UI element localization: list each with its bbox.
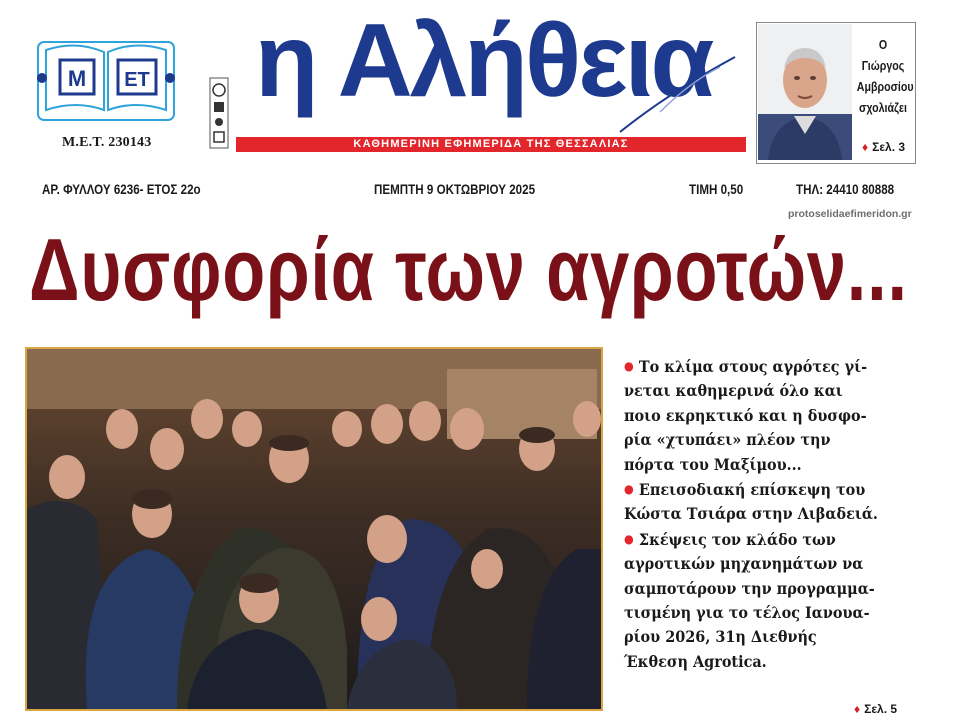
price: ΤΙΜΗ 0,50 bbox=[689, 182, 744, 197]
source-watermark: protoselidaefimeridon.gr bbox=[788, 208, 912, 220]
phone: ΤΗΛ: 24410 80888 bbox=[796, 182, 895, 197]
columnist-photo bbox=[758, 24, 852, 160]
issue-date: ΠΕΜΠΤΗ 9 ΟΚΤΩΒΡΙΟΥ 2025 bbox=[374, 182, 536, 197]
story-line: πόρτα του Μαξίμου... bbox=[624, 454, 802, 474]
crowd-photo-illustration bbox=[27, 349, 601, 709]
bullet-icon: ● bbox=[624, 482, 634, 497]
lead-photo bbox=[25, 347, 603, 711]
story-line: ρία «χτυπάει» πλέον την bbox=[624, 430, 831, 450]
masthead-tagline: ΚΑΘΗΜΕΡΙΝΗ ΕΦΗΜΕΡΙΔΑ ΤΗΣ ΘΕΣΣΑΛΙΑΣ bbox=[353, 138, 629, 150]
story-line: νεται καθημερινά όλο και bbox=[624, 381, 843, 401]
story-line: τισμένη για το τέλος Ιανουα- bbox=[624, 603, 870, 623]
story-page-ref bbox=[854, 702, 897, 716]
met-logo bbox=[36, 36, 176, 128]
main-headline: Δυσφορία των αγροτών... bbox=[29, 220, 908, 319]
story-line: ποιο εκρηκτικό και η δυσφο- bbox=[624, 405, 867, 425]
met-logo-right: ET bbox=[124, 69, 150, 91]
story-line: Έκθεση Agrotica. bbox=[624, 651, 767, 671]
story-text bbox=[624, 354, 924, 674]
bullet-icon: ● bbox=[624, 359, 634, 373]
columnist-page-ref bbox=[862, 140, 905, 154]
story-page-ref-text: Σελ. 5 bbox=[864, 702, 898, 716]
story-line: ● Επεισοδιακή επίσκεψη του bbox=[624, 477, 903, 502]
columnist-line: Αμβροσίου bbox=[856, 79, 914, 94]
columnist-line: Ο Γιώργος bbox=[861, 37, 905, 73]
story-line: σαμποτάρουν την προγραμμα- bbox=[624, 578, 875, 598]
columnist-line: σχολιάζει bbox=[859, 100, 907, 115]
met-registration: Μ.Ε.Τ. 230143 bbox=[62, 135, 152, 150]
diamond-icon: ♦ bbox=[854, 702, 861, 716]
columnist-caption bbox=[856, 34, 914, 118]
issue-number: ΑΡ. ΦΥΛΛΟΥ 6236- ΕΤΟΣ 22ο bbox=[42, 182, 201, 197]
columnist-page-ref-text: Σελ. 3 bbox=[872, 140, 906, 154]
masthead-emblem-icon bbox=[208, 76, 230, 150]
story-line: ρίου 2026, 31η Διεθνής bbox=[624, 627, 817, 647]
story-line: Κώστα Τσιάρα στην Λιβαδειά. bbox=[624, 504, 878, 524]
story-line: ● Σκέψεις τον κλάδο των bbox=[624, 527, 903, 552]
masthead-title: η Αλήθεια bbox=[255, 3, 712, 119]
met-logo-left: M bbox=[67, 66, 87, 91]
diamond-icon: ♦ bbox=[862, 140, 869, 154]
masthead-quill-icon bbox=[600, 52, 740, 142]
bullet-icon: ● bbox=[624, 531, 634, 546]
story-line: αγροτικών μηχανημάτων να bbox=[624, 554, 864, 574]
story-line: ● Το κλίμα στους αγρότες γί- bbox=[624, 354, 903, 379]
